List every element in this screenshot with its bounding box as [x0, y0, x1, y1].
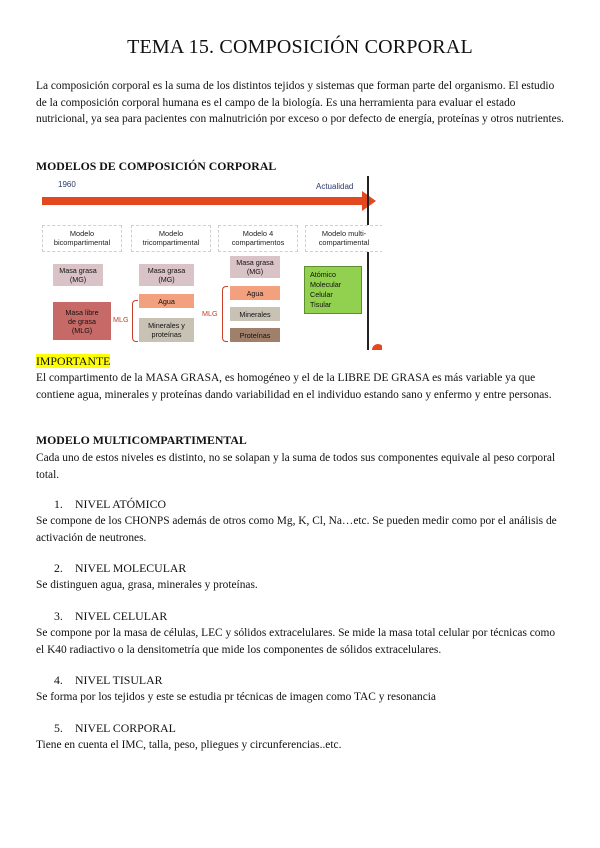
tri-agua-box [139, 294, 194, 308]
box-line: Agua [246, 288, 264, 298]
box-line: proteínas [151, 330, 182, 339]
level-4-title [54, 673, 163, 688]
composition-models-diagram [36, 176, 382, 350]
corner-circle-icon [368, 342, 382, 350]
multi-level-item: Atómico [310, 270, 336, 279]
model-label-line: tricompartimental [142, 238, 200, 247]
multi-level-item: Molecular [310, 280, 342, 289]
page-title: TEMA 15. COMPOSICIÓN CORPORAL [127, 36, 473, 58]
model-label-line: bicompartimental [53, 238, 111, 247]
level-number: 1. [54, 497, 63, 511]
level-title: NIVEL TISULAR [75, 673, 163, 687]
model-header-4-compartimentos [218, 225, 298, 252]
level-1-text: Se compone de los CHONPS además de otros como Mg, K, Cl, Na…etc. Se pueden medir como por el análisis de activación de neutrones. [36, 515, 557, 544]
bi-masa-libre-grasa-box [53, 302, 111, 340]
level-number: 5. [54, 721, 63, 735]
tri-minerales-proteinas-box [139, 318, 194, 342]
model-header-tricompartimental [131, 225, 211, 252]
box-line: Masa grasa [236, 258, 274, 267]
model-header-bicompartimental [42, 225, 122, 252]
timeline-arrow-head-icon [362, 191, 376, 211]
four-mlg-brace [222, 286, 228, 342]
tri-masa-grasa-box [139, 264, 194, 286]
level-2-title [54, 561, 186, 576]
four-masa-grasa-box [230, 256, 280, 278]
box-line: Masa libre [65, 307, 99, 317]
level-3-title [54, 609, 167, 624]
box-line: (MG) [158, 275, 175, 284]
level-number: 2. [54, 561, 63, 575]
box-line: Masa grasa [59, 266, 97, 275]
box-line: (MLG) [71, 325, 93, 335]
level-number: 3. [54, 609, 63, 623]
four-mlg-label: MLG [202, 309, 218, 318]
tri-mlg-label: MLG [113, 315, 129, 324]
model-label-line: Modelo [158, 229, 184, 238]
level-3-text: Se compone por la masa de células, LEC y sólidos extracelulares. Se mide la masa total celular por técnicas como el K40 radiactivo o la densitometría que mide los componentes de sólidos extracelulares. [36, 627, 556, 656]
diagram-right-border [367, 176, 369, 350]
level-4-text: Se forma por los tejidos y este se estudia pr técnicas de imagen como TAC y resonancia [36, 691, 436, 703]
level-title: NIVEL CELULAR [75, 609, 168, 623]
four-proteinas-box [230, 328, 280, 342]
multicompartimental-intro: Cada uno de estos niveles es distinto, no se solapan y la suma de todos sus componentes equivale al peso corporal total. [36, 452, 556, 481]
model-header-multicompartimental [305, 225, 382, 252]
bi-masa-grasa-box [53, 264, 103, 286]
timeline-start-year: 1960 [58, 180, 76, 189]
intro-paragraph: La composición corporal es la suma de los distintos tejidos y sistemas que forman parte del organismo. El estudio de la composición corporal humana es el campo de la biología. Es una herramienta para evaluar el estado nutricional, ya sea para pacientes con malnutrición por exceso o por defecto de energía, proteínas y otros nutrientes. [36, 80, 564, 126]
four-agua-box [230, 286, 280, 300]
important-label: IMPORTANTE [36, 354, 111, 368]
model-label-line: Modelo multi- [321, 229, 367, 238]
multi-level-item: Celular [310, 290, 333, 299]
multi-levels-box [304, 266, 362, 314]
box-line: Masa grasa [147, 266, 186, 275]
box-line: Proteínas [239, 330, 271, 340]
box-line: de grasa [68, 316, 96, 326]
level-title: NIVEL ATÓMICO [75, 497, 166, 511]
four-minerales-box [230, 307, 280, 321]
level-5-title [54, 721, 176, 736]
important-label-line [36, 353, 564, 371]
model-label-line: compartimental [318, 238, 370, 247]
box-line: (MG) [69, 275, 87, 284]
model-label-line: Modelo 4 [242, 229, 274, 238]
level-title: NIVEL CORPORAL [75, 721, 176, 735]
level-title: NIVEL MOLECULAR [75, 561, 187, 575]
level-5-text: Tiene en cuenta el IMC, talla, peso, pliegues y circunferencias..etc. [36, 739, 342, 751]
box-line: Minerales y [148, 321, 185, 330]
timeline-arrow-bar [42, 197, 364, 205]
box-line: Agua [158, 296, 175, 306]
box-line: Minerales [239, 309, 271, 319]
multi-level-item: Tisular [310, 300, 332, 309]
level-number: 4. [54, 673, 63, 687]
model-label-line: Modelo [69, 229, 95, 238]
level-2-text: Se distinguen agua, grasa, minerales y proteínas. [36, 579, 258, 591]
model-label-line: compartimentos [231, 238, 285, 247]
important-paragraph: El compartimento de la MASA GRASA, es homogéneo y el de la LIBRE DE GRASA es más variable ya que contiene agua, minerales y proteínas dando variabilidad en el individuo estando sano y enfermo y entre personas. [36, 372, 552, 401]
box-line: (MG) [246, 267, 264, 276]
section-heading-modelos: MODELOS DE COMPOSICIÓN CORPORAL [36, 159, 277, 173]
level-1-title [54, 497, 166, 512]
tri-mlg-brace [132, 300, 138, 342]
section-heading-multicompartimental: MODELO MULTICOMPARTIMENTAL [36, 433, 247, 447]
timeline-end-label: Actualidad [316, 182, 354, 191]
